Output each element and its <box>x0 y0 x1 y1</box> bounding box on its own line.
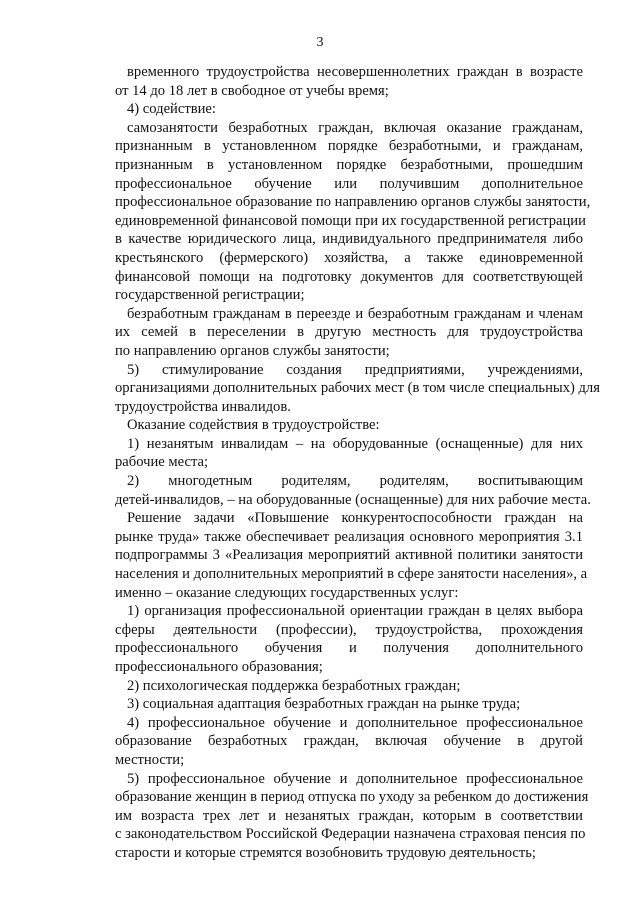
document-body <box>115 63 600 863</box>
text-line: профессионального обучения и получения дополнительного <box>115 640 583 657</box>
text-line: 4) профессиональное обучение и дополнительное профессиональное <box>127 714 583 731</box>
text-line: в качестве юридического лица, индивидуального предпринимателя либо <box>115 231 583 248</box>
text-line: единовременной финансовой помощи при их государственной регистрации <box>115 212 586 229</box>
text-line: организациями дополнительных рабочих мест (в том числе специальных) для <box>115 380 600 397</box>
text-line: признанным в установленном порядке безработными, и гражданам, <box>115 138 583 155</box>
text-line: им возраста трех лет и незанятых граждан, которым в соответствии <box>115 807 583 824</box>
text-line: с законодательством Российской Федерации назначена страховая пенсия по <box>115 826 586 843</box>
text-line: подпрограммы 3 «Реализация мероприятий активной политики занятости <box>115 547 583 564</box>
text-line: трудоустройства инвалидов. <box>115 398 291 415</box>
text-line: образование женщин в период отпуска по уходу за ребенком до достижения <box>115 789 589 806</box>
text-line: 2) многодетным родителям, родителям, воспитывающим <box>127 473 583 490</box>
text-line: образование безработных граждан, включая обучение в другой <box>115 733 583 750</box>
text-line: профессиональное обучение или получившим дополнительное <box>115 175 583 192</box>
text-line: Оказание содействия в трудоустройстве: <box>127 417 380 434</box>
text-line: Решение задачи «Повышение конкурентоспособности граждан на <box>127 510 583 527</box>
text-line: старости и которые стремятся возобновить трудовую деятельность; <box>115 844 536 861</box>
text-line: рабочие места; <box>115 454 209 471</box>
text-line: 5) стимулирование создания предприятиями, учреждениями, <box>127 361 583 378</box>
text-line: профессиональное образование по направлению органов службы занятости, <box>115 194 591 211</box>
text-line: самозанятости безработных граждан, включая оказание гражданам, <box>127 119 583 136</box>
text-line: рынке труда» также обеспечивает реализация основного мероприятия 3.1 <box>115 528 583 545</box>
text-line: 4) содействие: <box>127 101 216 118</box>
text-line: 5) профессиональное обучение и дополнительное профессиональное <box>127 770 583 787</box>
text-line: профессионального образования; <box>115 659 323 675</box>
text-line: населения и дополнительных мероприятий в сфере занятости населения», а <box>115 566 588 583</box>
text-line: 1) организация профессиональной ориентации граждан в целях выбора <box>127 603 583 620</box>
text-line: финансовой помощи на подготовку документов для соответствующей <box>115 268 583 285</box>
page-number: 3 <box>316 35 324 50</box>
text-line: безработным гражданам в переезде и безработным гражданам и членам <box>127 305 583 322</box>
text-line: 2) психологическая поддержка безработных граждан; <box>127 677 461 694</box>
text-line: детей-инвалидов, – на оборудованные (оснащенные) для них рабочие места. <box>115 491 591 508</box>
text-line: их семей в переселении в другую местность для трудоустройства <box>115 324 583 341</box>
text-line: признанным в установленном порядке безработными, прошедшим <box>115 156 583 173</box>
text-line: 1) незанятым инвалидам – на оборудованные (оснащенные) для них <box>127 435 583 452</box>
text-line: сферы деятельности (профессии), трудоустройства, прохождения <box>115 621 583 638</box>
text-line: именно – оказание следующих государственных услуг: <box>115 584 459 601</box>
text-line: по направлению органов службы занятости; <box>115 342 390 359</box>
text-line: временного трудоустройства несовершеннолетних граждан в возрасте <box>127 64 583 80</box>
text-line: от 14 до 18 лет в свободное от учебы время; <box>115 82 389 99</box>
text-line: местности; <box>115 751 185 768</box>
text-line: 3) социальная адаптация безработных граждан на рынке труда; <box>127 696 521 713</box>
text-line: государственной регистрации; <box>115 287 305 304</box>
text-line: крестьянского (фермерского) хозяйства, а также единовременной <box>115 249 583 266</box>
